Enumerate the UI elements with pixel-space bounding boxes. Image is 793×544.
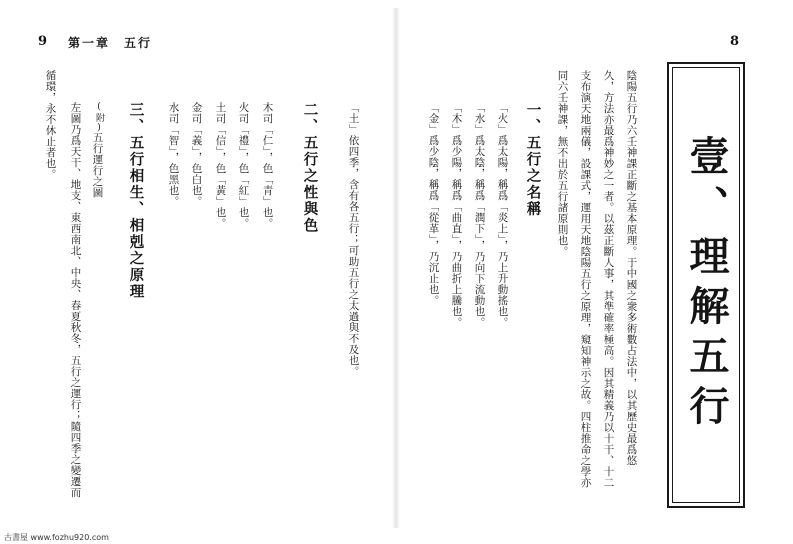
chapter-title: 壹、理解五行 bbox=[683, 135, 730, 435]
figure-caption: 五行運行之圖 bbox=[91, 132, 104, 198]
text-column: 「水」爲太陰，稱爲「潤下」，乃向下流動也。 bbox=[473, 102, 486, 328]
page-number-left: 9 bbox=[38, 34, 48, 49]
text-column: 循環，永不休止者也。 bbox=[44, 70, 57, 180]
text-column: 「火」爲太陽，稱爲「炎上」，乃上升動搖也。 bbox=[496, 102, 509, 328]
text-column: 木司「仁」，色「青」也。 bbox=[261, 102, 274, 229]
text-column: 火司「禮」，色「紅」也。 bbox=[237, 102, 250, 229]
text-column: 左圖乃爲天干、地支、東西南北、中央、春夏秋冬，五行之運行；隨四季之變遷而 bbox=[69, 102, 82, 498]
text-column: 金司「義」，色白也。 bbox=[190, 102, 203, 207]
text-column: 「木」爲少陽，稱爲「曲直」，乃曲折上騰也。 bbox=[450, 102, 463, 328]
text-column: 陰陽五行乃六壬神課正斷之基本原理。于中國之衆多術數占法中，以其歷史最爲悠 bbox=[625, 70, 638, 466]
text-column: 水司「智」，色黑也。 bbox=[167, 102, 180, 207]
page-number-right: 8 bbox=[730, 34, 740, 49]
section-heading: 三、五行相生、相剋之原理 bbox=[127, 102, 145, 300]
text-column: 土司「信」，色「黃」也。 bbox=[214, 102, 227, 229]
running-head: 第一章 五行 bbox=[68, 36, 153, 50]
section-heading: 二、五行之性與色 bbox=[301, 102, 319, 234]
text-column: 同六壬神課，無不出於五行諸原則也。 bbox=[556, 70, 569, 257]
left-page bbox=[0, 0, 396, 544]
text-column: 支布演天地兩儀，設課式，運用天地陰陽五行之原理，窺知神示之故。四柱推命之學亦 bbox=[579, 70, 592, 488]
text-column: 久，方法亦最爲神妙之一者。以茲正斷人事，其準確率極高。因其精義乃以十干、十二 bbox=[602, 70, 615, 488]
figure-marker: (附) bbox=[94, 102, 104, 134]
chapter-title-box bbox=[667, 62, 745, 508]
text-column: 「金」爲少陰，稱爲「從革」，乃沉止也。 bbox=[427, 102, 440, 306]
text-column: 「土」依四季，含有各五行；可助五行之太過與不及也。 bbox=[347, 102, 360, 377]
section-heading: 一、五行之名稱 bbox=[524, 102, 542, 218]
footer-watermark: 古書屋 www.fozhu920.com bbox=[4, 533, 109, 542]
